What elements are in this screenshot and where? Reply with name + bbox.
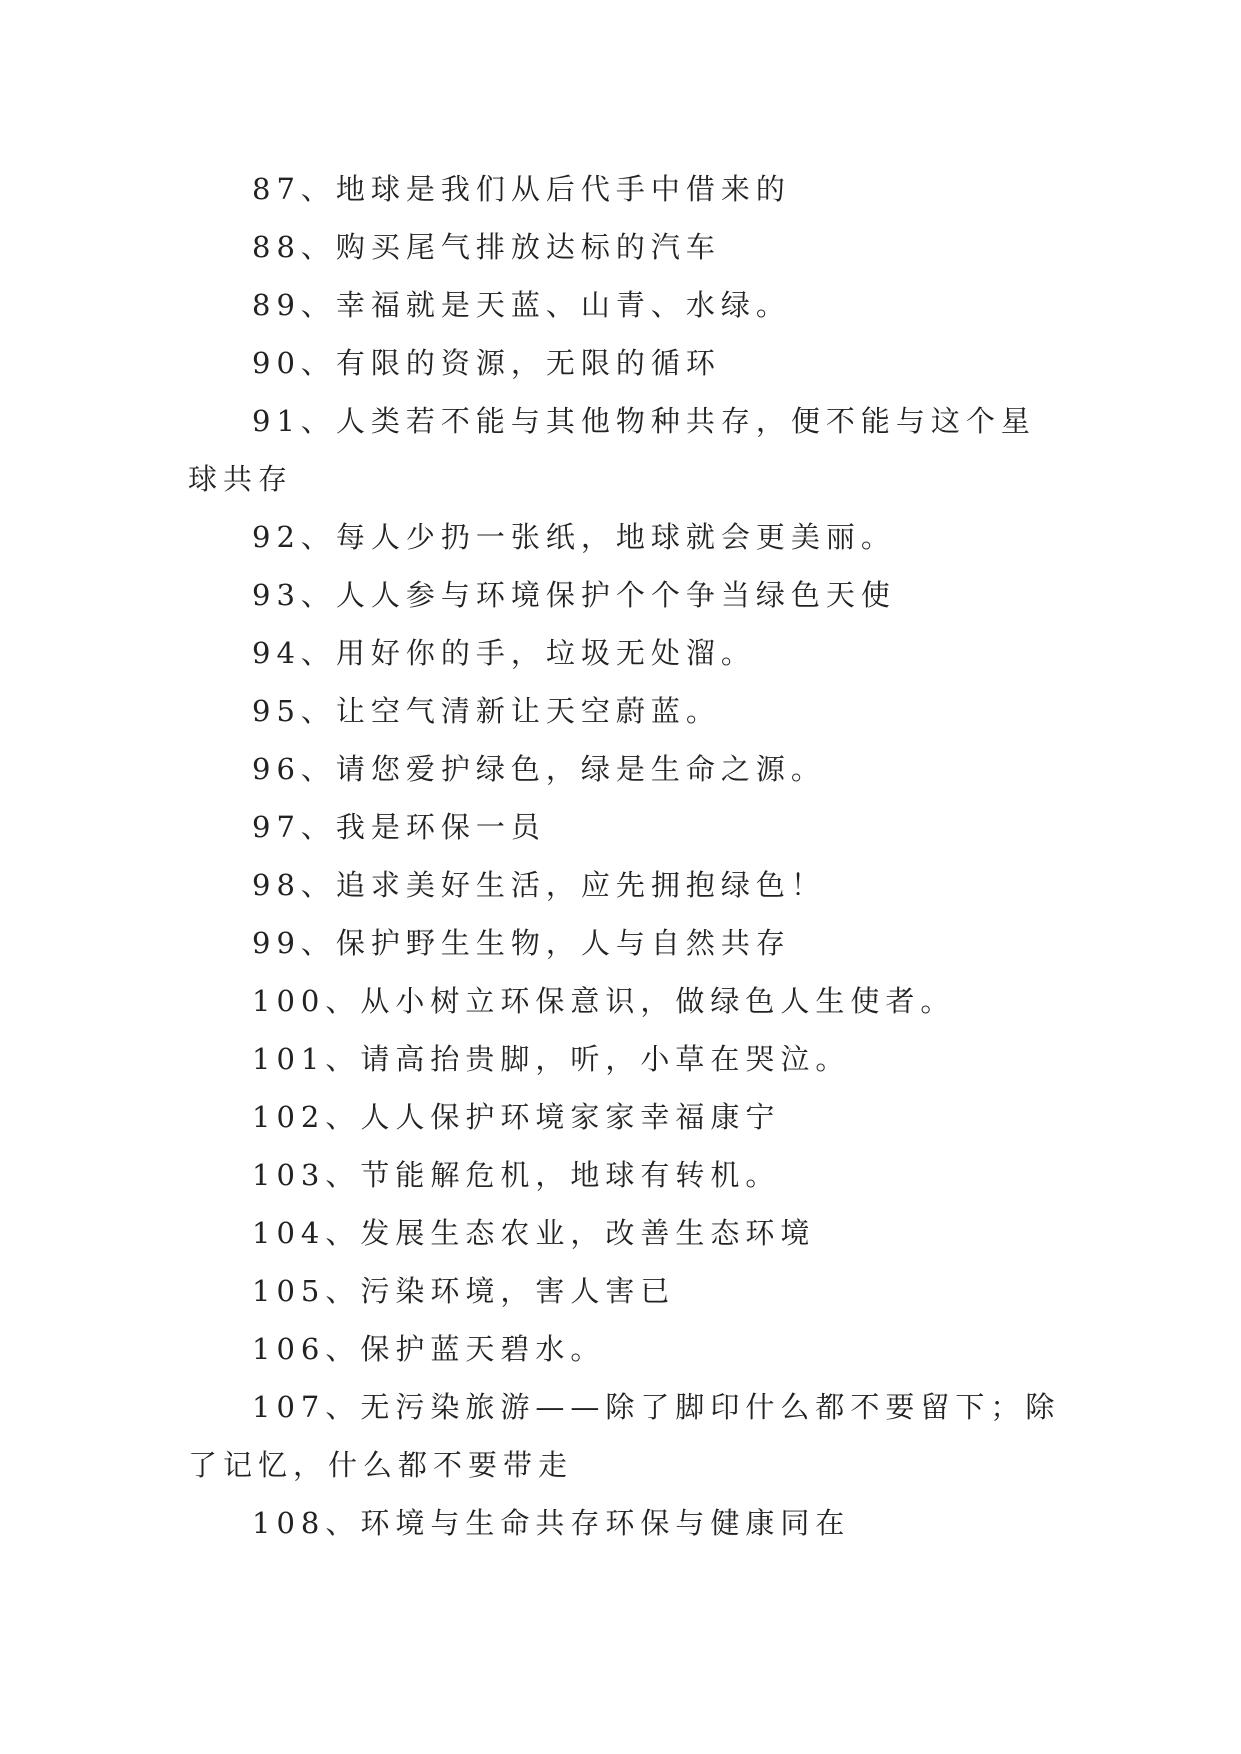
list-item: 99、保护野生生物，人与自然共存 xyxy=(252,926,791,960)
list-item: 88、购买尾气排放达标的汽车 xyxy=(252,230,721,264)
list-item: 94、用好你的手，垃圾无处溜。 xyxy=(252,636,756,670)
list-item: 96、请您爱护绿色，绿是生命之源。 xyxy=(252,752,826,786)
list-item: 93、人人参与环境保护个个争当绿色天使 xyxy=(252,578,896,612)
list-item: 104、发展生态农业，改善生态环境 xyxy=(252,1216,816,1250)
list-item: 105、污染环境，害人害已 xyxy=(252,1274,676,1308)
list-item: 102、人人保护环境家家幸福康宁 xyxy=(252,1100,781,1134)
list-item: 101、请高抬贵脚，听，小草在哭泣。 xyxy=(252,1042,851,1076)
list-item: 97、我是环保一员 xyxy=(252,810,546,844)
list-item: 91、人类若不能与其他物种共存，便不能与这个星球共存 xyxy=(188,404,1036,496)
slogan-list xyxy=(188,160,1068,1552)
list-item: 107、无污染旅游——除了脚印什么都不要留下；除了记忆，什么都不要带走 xyxy=(188,1390,1061,1482)
list-item: 100、从小树立环保意识，做绿色人生使者。 xyxy=(252,984,956,1018)
list-item: 92、每人少扔一张纸，地球就会更美丽。 xyxy=(252,520,896,554)
list-item: 98、追求美好生活，应先拥抱绿色！ xyxy=(252,868,826,902)
list-item: 89、幸福就是天蓝、山青、水绿。 xyxy=(252,288,791,322)
list-item: 87、地球是我们从后代手中借来的 xyxy=(252,172,791,206)
list-item: 103、节能解危机，地球有转机。 xyxy=(252,1158,781,1192)
list-item: 106、保护蓝天碧水。 xyxy=(252,1332,606,1366)
list-item: 90、有限的资源，无限的循环 xyxy=(252,346,721,380)
list-item: 108、环境与生命共存环保与健康同在 xyxy=(252,1506,851,1540)
list-item: 95、让空气清新让天空蔚蓝。 xyxy=(252,694,721,728)
